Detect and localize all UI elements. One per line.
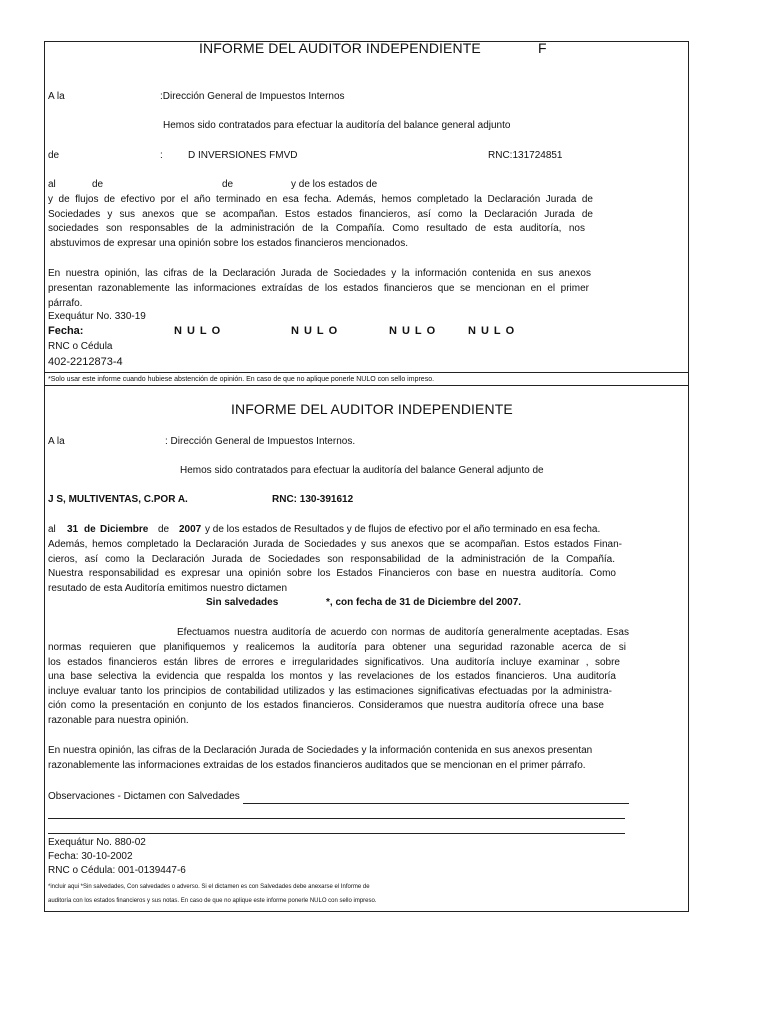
form1-para-line: sociedades son responsables de la administración de la Compañía. Como resultado de esta auditoría, nos [48,223,585,234]
observaciones-line [48,818,625,819]
form1-rnc: RNC:131724851 [488,150,563,161]
form2-company-name: J S, MULTIVENTAS, C.POR A. [48,494,188,505]
form1-exequatur: Exequátur No. 330-19 [48,311,146,322]
form2-first-line-rest: y de los estados de Resultados y de flujos de efectivo por el año terminado en esa fecha. [205,524,601,535]
form2-footnote-line: *incluir aqui *Sin salvedades, Con salvedades o adverso. Si el dictamen es con Salvedades debe anexarse el Informe de [48,884,370,890]
observaciones-line [243,803,629,804]
form1-recipient: :Dirección General de Impuestos Internos [160,91,345,102]
form1-estados-text: y de los estados de [291,179,378,190]
form2-normas-line: los estados financieros están libres de errores e irregularidades significativos. Una auditoría incluye examinar , sobre [48,657,620,668]
form2-para-line: Nuestra responsabilidad es expresar una opinión sobre los Estados Financieros con base en nuestra auditoría. Como [48,568,616,579]
form1-para-line: Sociedades y sus anexos que se acompañan. Estos estados financieros, así como la Declaración Jurada de [48,209,593,220]
form1-rnc-cedula-value: 402-2212873-4 [48,356,123,368]
form1-para-line: abstuvimos de expresar una opinión sobre los estados financieros mencionados. [50,238,408,249]
form2-opinion-line: razonablemente las informaciones extraidas de los estados financieros auditados que se mencionan en el primer párrafo. [48,760,586,771]
form2-fecha: Fecha: 30-10-2002 [48,851,133,862]
form1-a-la-label: A la [48,91,65,102]
form1-nulo-stamp: NULO [174,325,226,337]
observaciones-line [48,833,625,834]
divider [44,385,689,386]
form1-nulo-stamp: NULO [389,325,441,337]
form2-date-day: 31 [67,524,79,535]
form1-colon: : [160,150,163,161]
form2-normas-line: Efectuamos nuestra auditoría de acuerdo con normas de auditoría generalmente aceptadas. Esas [177,627,629,638]
form2-observaciones-label: Observaciones - Dictamen con Salvedades [48,791,240,802]
form1-de-label: de [48,150,60,161]
form2-footnote-line: auditoría con los estados financieros y sus notas. En caso de que no aplique este informe ponerle NULO con sello impreso. [48,898,377,904]
form2-date-de: de [84,524,96,535]
form1-para-line: y de flujos de efectivo por el año terminado en esa fecha. Además, hemos completado la Declaración Jurada de [48,194,593,205]
form2-normas-line: ción como la presentación en conjunto de los estados financieros. Consideramos que nuestra auditoría ofrece una base [48,700,604,711]
form1-footnote: *Solo usar este informe cuando hubiese abstención de opinión. En caso de que no aplique ponerle NULO con sello impreso. [48,376,435,383]
form1-nulo-stamp: NULO [468,325,520,337]
form2-contracted-text: Hemos sido contratados para efectuar la auditoría del balance General adjunto de [180,465,544,476]
form2-exequatur: Exequátur No. 880-02 [48,837,146,848]
form1-opinion-line: párrafo. [48,298,83,309]
form2-rnc: RNC: 130-391612 [272,494,354,505]
form2-opinion-line: En nuestra opinión, las cifras de la Declaración Jurada de Sociedades y la información contenida en sus anexos presentan [48,745,593,756]
form1-opinion-line: En nuestra opinión, las cifras de la Declaración Jurada de Sociedades y la información contenida en sus anexos [48,268,591,279]
form2-normas-line: normas requieren que planifiquemos y realicemos la auditoría para obtener una seguridad razonable acerca de si [48,642,626,653]
form1-de-2: de [222,179,234,190]
form1-company-name: D INVERSIONES FMVD [188,150,298,161]
form1-contracted-text: Hemos sido contratados para efectuar la auditoría del balance general adjunto [163,120,511,131]
form2-para-line: cieros, así como la Declaración Jurada de Sociedades son responsabilidad de la administración de la Compañía. [48,554,615,565]
form1-rnc-cedula-label: RNC o Cédula [48,341,113,352]
form2-date-de: de [158,524,170,535]
form1-title-letter: F [538,40,547,56]
form2-normas-line: una base selectiva la evidencia que respalda los montos y las revelaciones de los estados financieros. Una auditoría [48,671,616,682]
form2-date-year: 2007 [179,524,202,535]
form1-nulo-stamp: NULO [291,325,343,337]
form1-fecha-label: Fecha: [48,325,84,337]
form2-recipient: : Dirección General de Impuestos Internos. [165,436,356,447]
form1-de-1: de [92,179,104,190]
form2-date-month: Diciembre [100,524,149,535]
form2-para-line: Además, hemos completado la Declaración Jurada de Sociedades y sus anexos que se acompañan. Estos estados Finan- [48,539,622,550]
form1-opinion-line: presentan razonablemente las informaciones extraídas de los estados financieros que se mencionan en el primer [48,283,589,294]
divider [44,372,689,373]
form1-title: INFORME DEL AUDITOR INDEPENDIENTE [199,40,481,56]
form1-al-label: al [48,179,56,190]
form2-rnc-cedula: RNC o Cédula: 001-0139447-6 [48,865,186,876]
form2-normas-line: razonable para nuestra opinión. [48,715,189,726]
form2-normas-line: incluye evaluar tanto los principios de contabilidad utilizados y las estimaciones significativas efectuadas por la administra- [48,686,612,697]
form2-dictamen-date: *, con fecha de 31 de Diciembre del 2007. [326,597,522,608]
form2-a-la-label: A la [48,436,65,447]
form2-title: INFORME DEL AUDITOR INDEPENDIENTE [231,401,513,417]
form2-dictamen: Sin salvedades [206,597,279,608]
form2-para-line: resutado de esta Auditoría emitimos nuestro dictamen [48,583,288,594]
form2-al-label: al [48,524,56,535]
